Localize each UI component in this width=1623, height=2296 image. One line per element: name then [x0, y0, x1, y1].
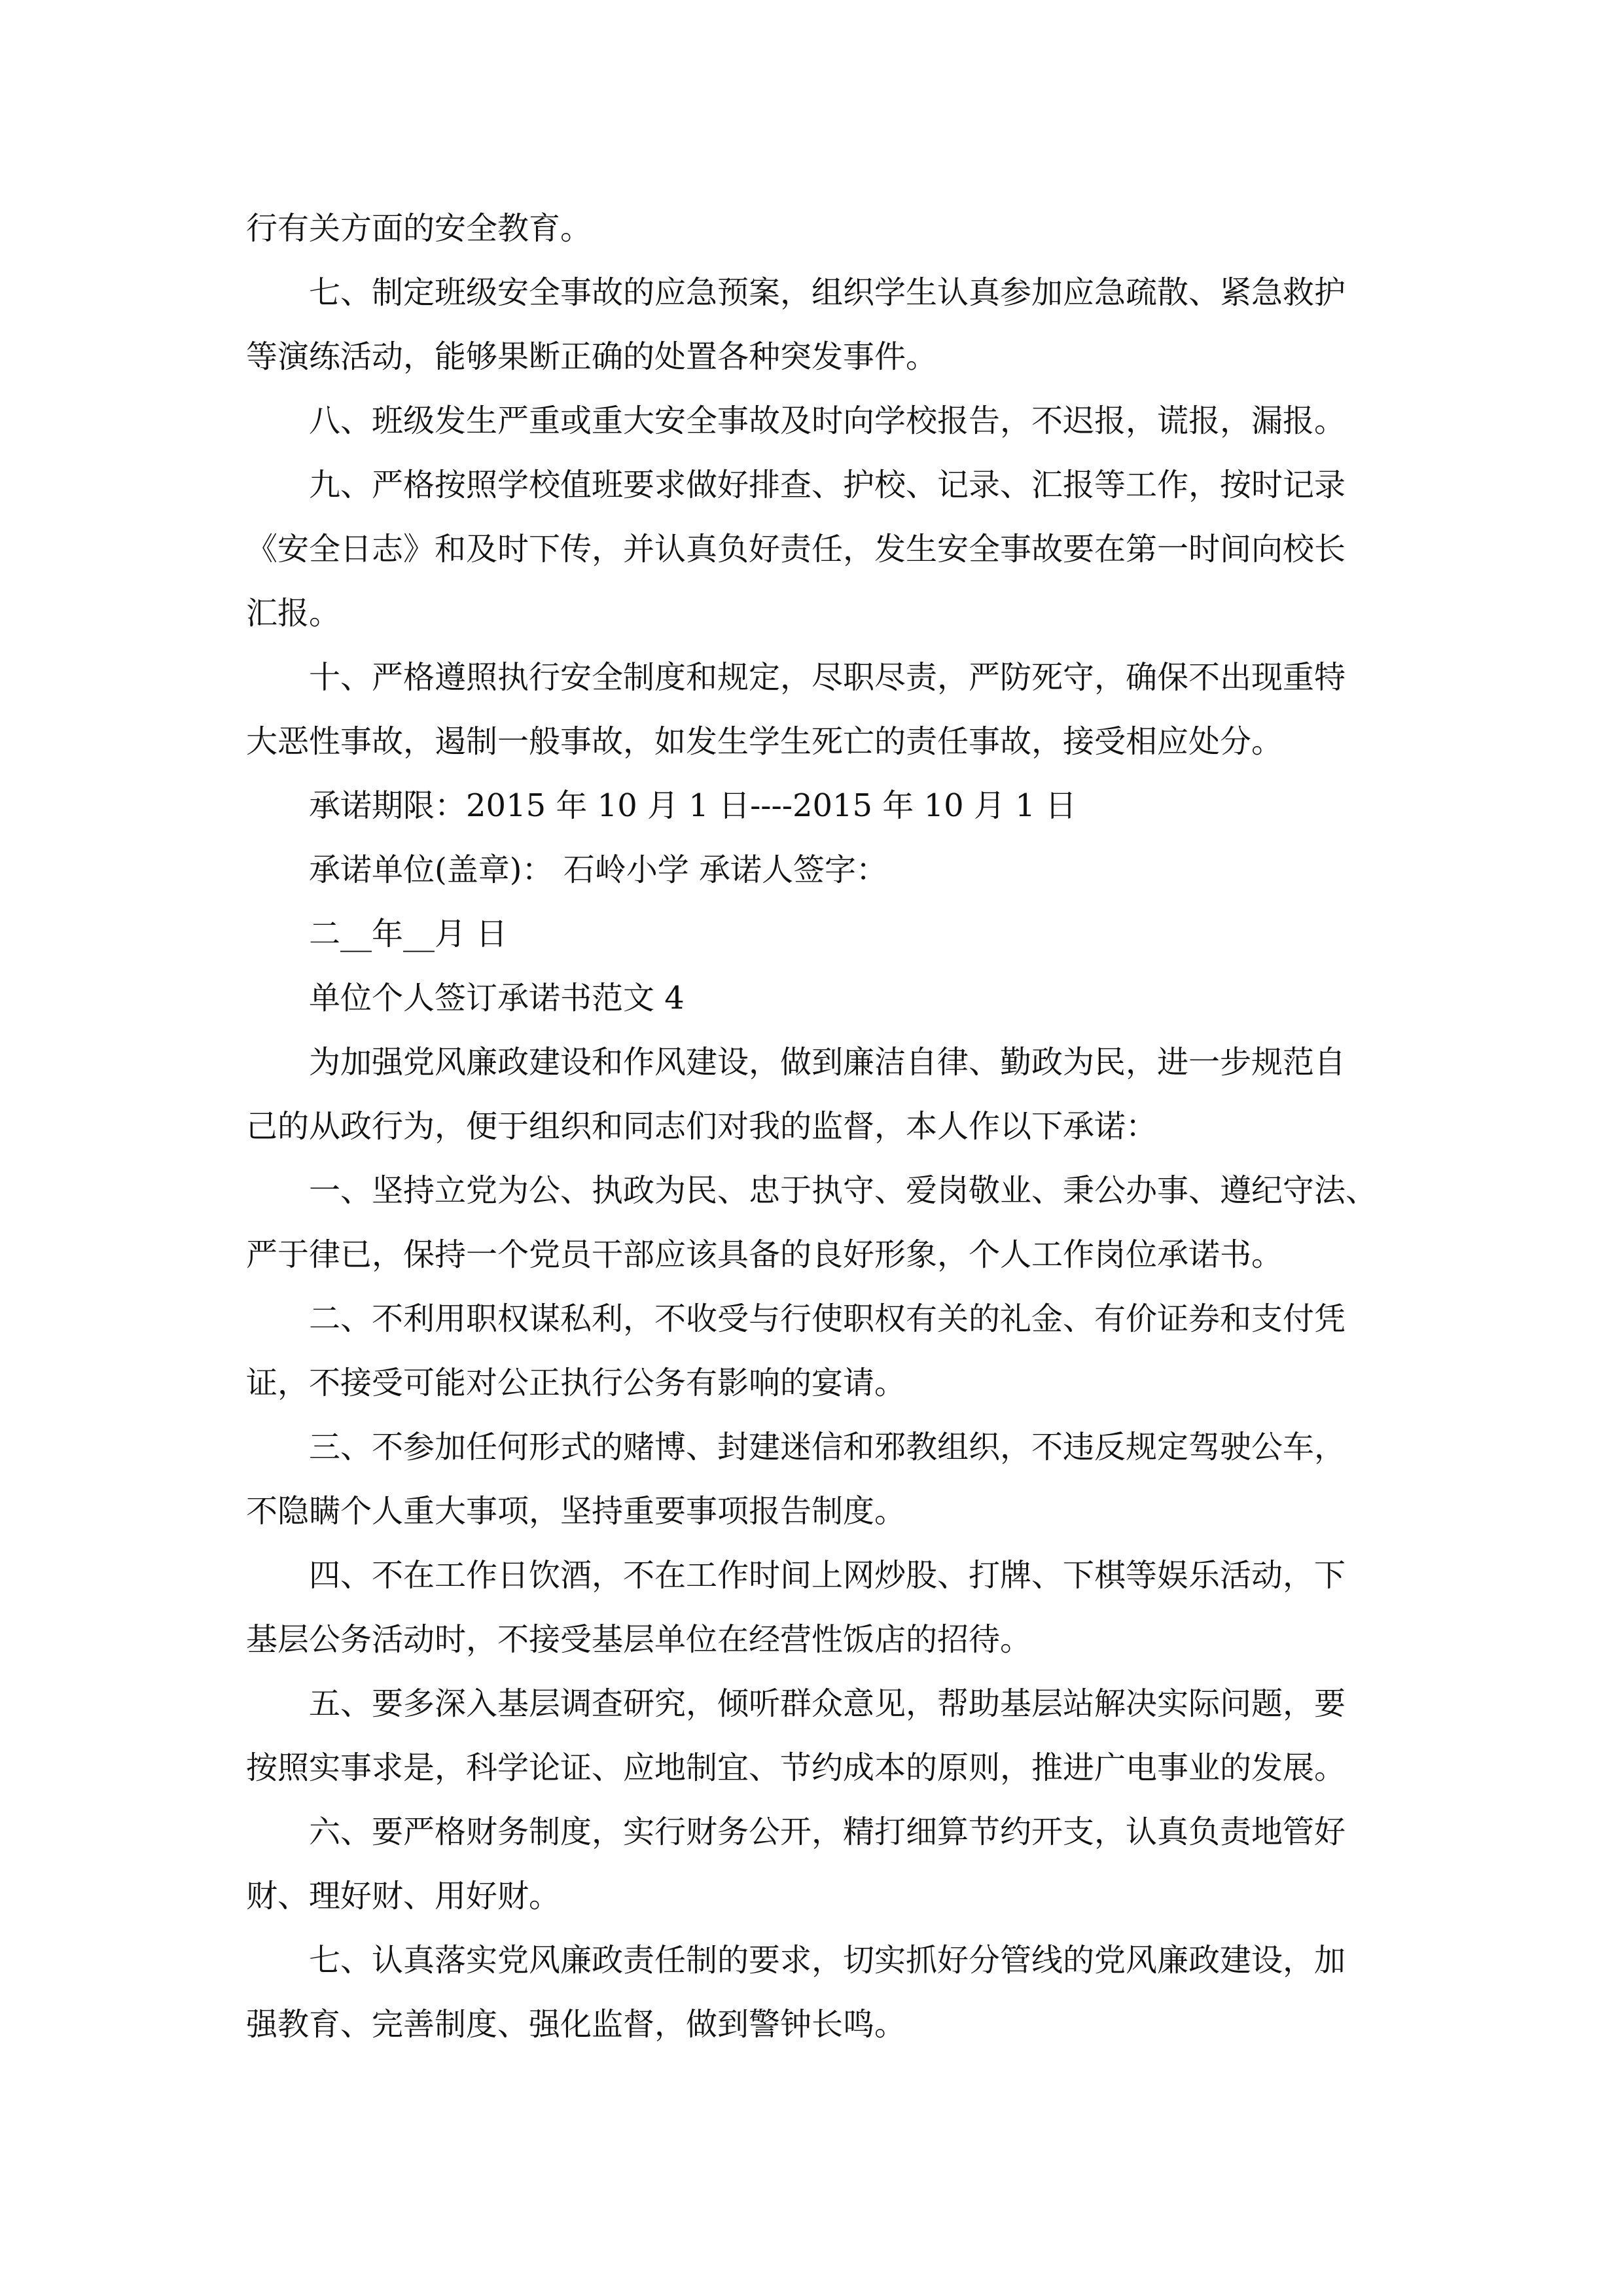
text-line: 三、不参加任何形式的赌博、封建迷信和邪教组织，不违反规定驾驶公车，	[309, 1429, 1346, 1465]
text-line: 九、严格按照学校值班要求做好排查、护校、记录、汇报等工作，按时记录	[309, 467, 1346, 503]
text-line: 为加强党风廉政建设和作风建设，做到廉洁自律、勤政为民，进一步规范自	[309, 1044, 1346, 1081]
text-line: 《安全日志》和及时下传，并认真负好责任，发生安全事故要在第一时间向校长	[246, 531, 1346, 567]
text-line: 强教育、完善制度、强化监督，做到警钟长鸣。	[246, 2006, 906, 2043]
text-line: 按照实事求是，科学论证、应地制宜、节约成本的原则，推进广电事业的发展。	[246, 1749, 1346, 1786]
text-line: 二、不利用职权谋私利，不收受与行使职权有关的礼金、有价证券和支付凭	[309, 1300, 1346, 1337]
text-line: 六、要严格财务制度，实行财务公开，精打细算节约开支，认真负责地管好	[309, 1814, 1346, 1850]
text-line: 严于律已，保持一个党员干部应该具备的良好形象，个人工作岗位承诺书。	[246, 1236, 1283, 1273]
text-line: 一、坚持立党为公、执政为民、忠于执守、爱岗敬业、秉公办事、遵纪守法、	[309, 1172, 1378, 1209]
text-line: 八、班级发生严重或重大安全事故及时向学校报告，不迟报，谎报，漏报。	[309, 403, 1346, 439]
text-line: 证，不接受可能对公正执行公务有影响的宴请。	[246, 1365, 906, 1401]
text-line: 大恶性事故，遏制一般事故，如发生学生死亡的责任事故，接受相应处分。	[246, 723, 1283, 760]
text-line: 不隐瞒个人重大事项，坚持重要事项报告制度。	[246, 1493, 906, 1530]
text-line: 二__年__月 日	[309, 916, 508, 952]
text-line: 七、认真落实党风廉政责任制的要求，切实抓好分管线的党风廉政建设，加	[309, 1942, 1346, 1979]
text-line: 十、严格遵照执行安全制度和规定，尽职尽责，严防死守，确保不出现重特	[309, 659, 1346, 696]
text-line: 承诺期限：2015 年 10 月 1 日----2015 年 10 月 1 日	[309, 787, 1077, 824]
text-line: 汇报。	[246, 595, 341, 632]
text-line: 财、理好财、用好财。	[246, 1878, 561, 1914]
document-body	[246, 196, 1398, 2056]
text-line: 五、要多深入基层调查研究，倾听群众意见，帮助基层站解决实际问题，要	[309, 1685, 1346, 1722]
text-line: 单位个人签订承诺书范文 4	[309, 980, 685, 1016]
text-line: 七、制定班级安全事故的应急预案，组织学生认真参加应急疏散、紧急救护	[309, 274, 1346, 311]
text-line: 基层公务活动时，不接受基层单位在经营性饭店的招待。	[246, 1621, 1032, 1658]
text-line: 等演练活动，能够果断正确的处置各种突发事件。	[246, 338, 938, 375]
text-line: 己的从政行为，便于组织和同志们对我的监督，本人作以下承诺：	[246, 1108, 1158, 1145]
text-line: 行有关方面的安全教育。	[246, 210, 592, 247]
text-line: 承诺单位(盖章)： 石岭小学 承诺人签字：	[309, 852, 887, 888]
text-line: 四、不在工作日饮酒，不在工作时间上网炒股、打牌、下棋等娱乐活动，下	[309, 1557, 1346, 1594]
